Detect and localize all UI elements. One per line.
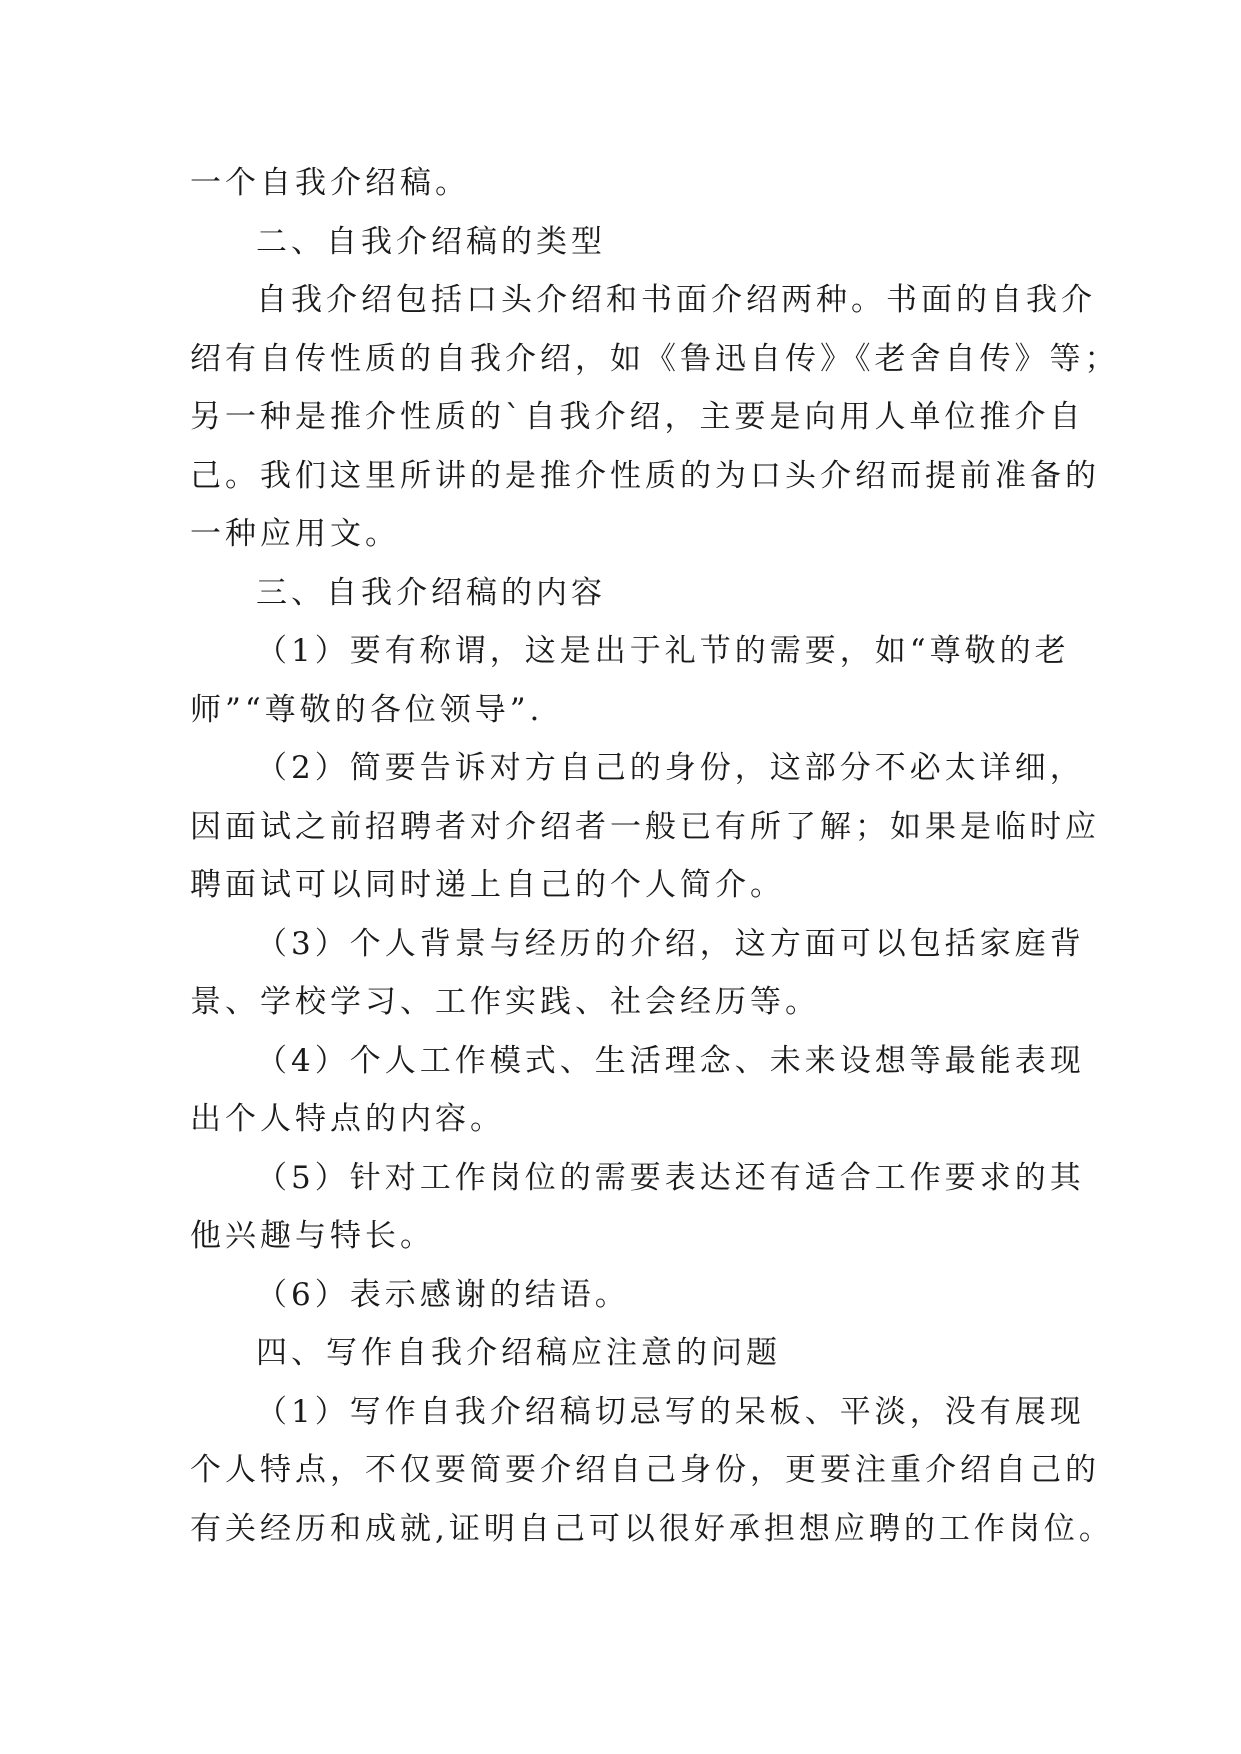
text-line: （6）表示感谢的结语。 [256, 1276, 630, 1313]
document-body [190, 154, 1120, 1558]
text-line: （5）针对工作岗位的需要表达还有适合工作要求的其 [256, 1159, 1085, 1196]
text-line: （2）简要告诉对方自己的身份，这部分不必太详细， [256, 750, 1085, 786]
text-line: 自我介绍包括口头介绍和书面介绍两种。书面的自我介 [256, 282, 1096, 318]
text-line: （4）个人工作模式、生活理念、未来设想等最能表现 [256, 1042, 1085, 1079]
text-line: 景、学校学习、工作实践、社会经历等。 [190, 984, 820, 1020]
text-line: 因面试之前招聘者对介绍者一般已有所了解；如果是临时应 [190, 808, 1100, 845]
text-line: （3）个人背景与经历的介绍，这方面可以包括家庭背 [256, 925, 1085, 962]
text-line: 另一种是推介性质的`自我介绍，主要是向用人单位推介自 [190, 399, 1085, 435]
text-line: 己。我们这里所讲的是推介性质的为口头介绍而提前准备的 [190, 457, 1100, 494]
text-line: 一个自我介绍稿。 [190, 165, 470, 201]
text-line: （1）写作自我介绍稿切忌写的呆板、平淡，没有展现 [256, 1393, 1085, 1430]
section-heading: 四、写作自我介绍稿应注意的问题 [256, 1335, 781, 1371]
text-line: 师”“尊敬的各位领导”. [190, 691, 544, 728]
text-line: 他兴趣与特长。 [190, 1218, 435, 1254]
section-heading: 三、自我介绍稿的内容 [256, 574, 606, 611]
text-line: 聘面试可以同时递上自己的个人简介。 [190, 867, 785, 903]
text-line: 绍有自传性质的自我介绍，如《鲁迅自传》《老舍自传》等； [190, 340, 1120, 377]
text-line: 个人特点，不仅要简要介绍自己身份，更要注重介绍自己的 [190, 1452, 1100, 1488]
text-line: （1）要有称谓，这是出于礼节的需要，如“尊敬的老 [256, 633, 1070, 669]
section-heading: 二、自我介绍稿的类型 [256, 223, 606, 260]
text-line: 有关经历和成就,证明自己可以很好承担想应聘的工作岗位。 [190, 1510, 1114, 1547]
text-line: 一种应用文。 [190, 516, 400, 552]
text-line: 出个人特点的内容。 [190, 1101, 505, 1137]
